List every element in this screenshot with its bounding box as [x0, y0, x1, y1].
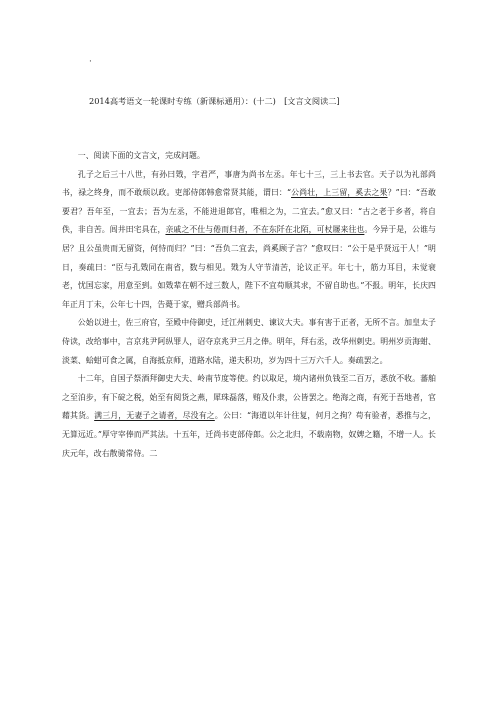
- section-heading: 一、阅读下面的文言文，完成问题。: [77, 151, 205, 160]
- paragraph-2: 公始以进士，佐三府官，至殿中侍御史，迁江州刺史、谏议大夫。事有害于正者，无所不言。加皇太子侍读，改给事中，言京兆尹阿纵罪人，诏夺京兆尹三月之俸。明年，拜右丞，改华州刺史。明州岁贡海蚶、淡菜、蛤蚶可食之属，自海抵京师，道路水陆，递夫积功，岁为四十三万六千人。奏疏罢之。: [62, 318, 436, 365]
- bullet-marker: ·: [89, 57, 92, 67]
- paragraph-1-text-a: 孔子之后三十八世，有孙曰戣，字君严，事唐为尚书左丞。年七十三，三上书去官。天子以为礼部尚书，禄之终身，而不敢烦以政。吏部侍郎韩愈常贤其能，谓曰：“: [62, 169, 436, 198]
- document-title: 2014高考语文一轮课时专练（新课标通用）：(十二) [文言文阅读二]: [89, 96, 340, 106]
- paragraph-1-text-b: ？”曰：“吾敢要君？吾年至，一宜去；吾为左丞，不能进退郎官，唯相之为，二宜去。”愈又曰：“古之老于乡者，将自佚，非自苦。闾井田宅具在，: [62, 188, 436, 235]
- paragraph-3-text-b: 。公曰：“海道以年计往复，何月之拘？苟有验者，悉推与之，无算远近。”厚守宰俸而严其法。十五年，迁尚书吏部侍郎。公之北归，不载南物，奴婢之籍，不增一人。长庆元年，改右散骑常侍。二: [62, 411, 436, 458]
- paragraph-1: [62, 166, 436, 315]
- underlined-phrase-3: 满三月，无妻子之请者，尽没有之: [94, 411, 215, 421]
- paragraph-1-text-c: 。今异于是，公谁与居？且公虽贵而无留资，何恃而归？”曰：“吾负二宜去，尚奚顾子言？”愈叹曰：“公于是乎贤远于人！”明日，奏疏曰：“臣与孔戣同在南省，数与相见。戣为人守节清苦，论议正平。年七十，筋力耳目，未觉衰老，忧国忘家，用意至到。如戣辈在朝不过三数人，陛下不宜苟顺其求，不留自助也。”不报。明年，长庆四年正月丁未，公年七十四，告薨于家，赠兵部尚书。: [62, 225, 436, 309]
- document-body: [62, 147, 436, 463]
- paragraph-3-text-a: 十二年，自国子祭酒拜御史大夫、岭南节度等使。约以取足，境内诸州负钱至二百万，悉放不收。蕃舶之至泊步，有下碇之税，始至有阅货之燕，犀珠磊落，贿及仆隶，公皆罢之。绝海之商，有死于吾地者，官藉其货。: [62, 374, 436, 421]
- underlined-phrase-1: 公尚壮，上三留，奚去之果: [291, 188, 388, 198]
- paragraph-3: [62, 370, 436, 463]
- underlined-phrase-2: 亲戚之不仕与倦而归者，不在东阡在北陌，可杖屦来往也: [165, 225, 365, 235]
